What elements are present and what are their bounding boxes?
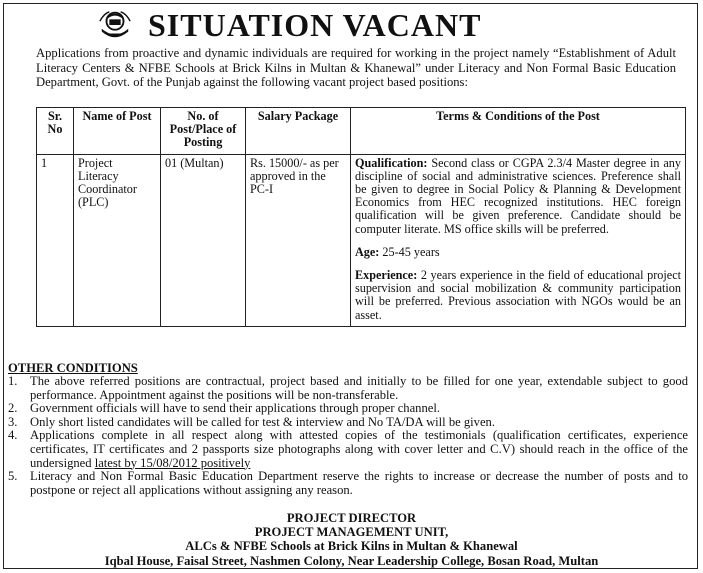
item-number: 1. — [8, 374, 18, 388]
list-item — [8, 429, 688, 470]
table-row — [37, 154, 686, 326]
item-text: The above referred positions are contractual, project based and initially to be filled for one year, extendable subject to good performance. Appointment against the positions will be non-transferable. — [30, 374, 688, 402]
experience — [355, 269, 681, 322]
cell-salary: Rs. 15000/- as per approved in the PC-I — [246, 154, 351, 326]
list-item — [8, 375, 688, 402]
qualification-text: Second class or CGPA 2.3/4 Master degree in any discipline of social and administrative sciences. Preference shall be given to degree in Social Policy & Planning & Development Economics from HEC recognized institutions. HEC foreign qualification will be given preference. Candidate should be computer literate. MS office skills will be preferred. — [355, 155, 681, 236]
list-item — [8, 416, 688, 430]
item-text: Only short listed candidates will be called for test & interview and No TA/DA will be given. — [30, 414, 495, 429]
punjab-emblem-icon — [96, 8, 134, 42]
age-text: 25-45 years — [379, 244, 440, 259]
other-conditions-title: OTHER CONDITIONS — [8, 361, 138, 375]
signature-director: PROJECT DIRECTOR — [286, 511, 417, 525]
cell-name: Project Literacy Coordinator (PLC) — [74, 154, 161, 326]
col-sr: Sr. No — [37, 108, 74, 155]
col-name: Name of Post — [74, 108, 161, 155]
qualification — [355, 157, 681, 236]
item-number: 5. — [8, 469, 18, 484]
item-text: Government officials will have to send their applications through proper channel. — [30, 401, 440, 416]
item-text: Applications complete in all respect along with attested copies of the testimonials (qualification certificates, experience certificates, IT certificates and 2 passports size photographs along with cover letter and C.V) should reach in the office of the undersigned — [30, 428, 688, 470]
qualification-label: Qualification: — [355, 155, 428, 170]
signature-schools: ALCs & NFBE Schools at Brick Kilns in Multan & Khanewal — [185, 539, 518, 553]
cell-terms — [351, 154, 686, 326]
col-terms: Terms & Conditions of the Post — [351, 108, 686, 155]
positions-table — [36, 107, 686, 327]
age-label: Age: — [355, 244, 380, 259]
col-posts: No. of Post/Place of Posting — [161, 108, 246, 155]
table-header-row — [37, 108, 686, 155]
list-item — [8, 402, 688, 416]
list-item — [8, 470, 688, 497]
signature-unit: PROJECT MANAGEMENT UNIT, — [254, 525, 449, 539]
item-number: 2. — [8, 401, 18, 416]
cell-posts: 01 (Multan) — [161, 154, 246, 326]
age — [355, 246, 681, 259]
item-text: Literacy and Non Formal Basic Education Department reserve the rights to increase or decrease the number of posts and to postpone or reject all applications without assigning any reason. — [30, 469, 688, 497]
page-title: SITUATION VACANT — [148, 7, 482, 43]
intro-paragraph: Applications from proactive and dynamic individuals are required for working in the project namely “Establishment of Adult Literacy Centers & NFBE Schools at Brick Kilns in Multan & Khanewal” under Literacy and Non Formal Basic Education Department, Govt. of the Punjab against the following vacant project based positions: — [36, 46, 676, 90]
ad-header — [96, 6, 481, 44]
item-number: 4. — [8, 428, 18, 443]
item-number: 3. — [8, 414, 18, 429]
signature-address: Iqbal House, Faisal Street, Nashmen Colony, Near Leadership College, Bosan Road, Multan — [104, 554, 599, 568]
deadline-text: latest by 15/08/2012 positively — [94, 455, 251, 470]
experience-text: 2 years experience in the field of educational project supervision and social mobilization & community participation will be preferred. Previous association with NGOs would be an asset. — [355, 268, 681, 322]
experience-label: Experience: — [355, 268, 418, 283]
col-salary: Salary Package — [246, 108, 351, 155]
conditions-list — [8, 375, 688, 497]
cell-sr: 1 — [37, 154, 74, 326]
